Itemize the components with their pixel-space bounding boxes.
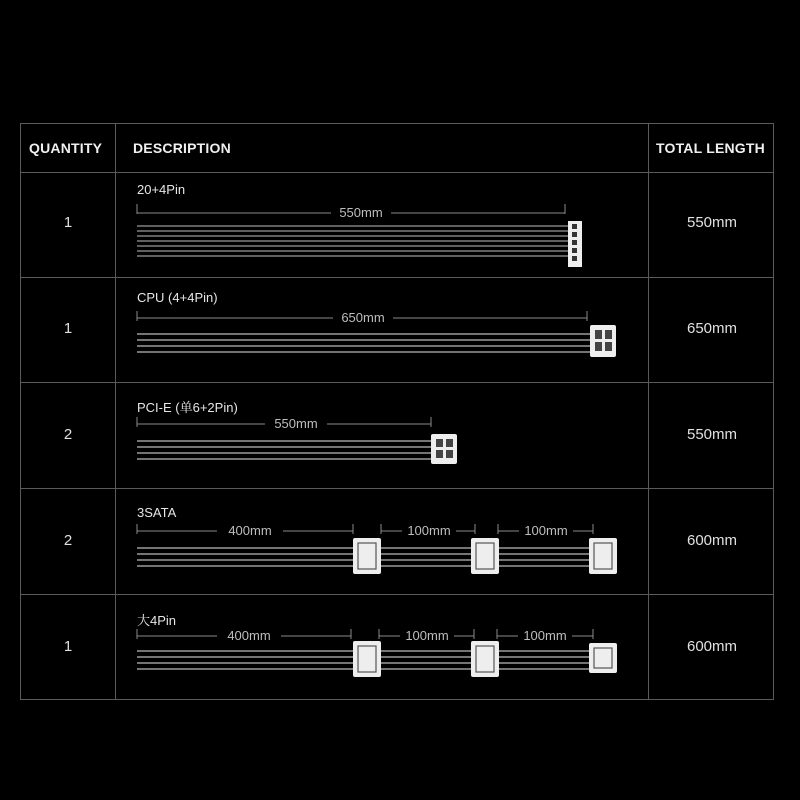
row-description: CPU (4+4Pin) [137, 290, 218, 305]
row-quantity: 2 [63, 426, 73, 443]
row-total-length: 600mm [686, 638, 738, 655]
row-description: 大4Pin [137, 613, 177, 628]
row-total-length: 650mm [686, 320, 738, 337]
row-quantity: 2 [63, 532, 73, 549]
row-divider [21, 277, 773, 278]
row-total-length: 550mm [686, 214, 738, 231]
row-divider [21, 488, 773, 489]
row-description: 20+4Pin [137, 182, 186, 197]
column-divider [648, 124, 649, 699]
dimension-label: 550mm [274, 416, 318, 431]
row-divider [21, 594, 773, 595]
row-description: PCI-E (单6+2Pin) [137, 400, 238, 415]
molex-cable-illustration [117, 629, 637, 689]
row-divider [21, 382, 773, 383]
dimension-label: 400mm [228, 523, 272, 538]
dimension-label: 550mm [339, 205, 383, 220]
dimension-label: 100mm [524, 523, 568, 538]
atx-24pin-cable-illustration [117, 204, 587, 274]
header-description: DESCRIPTION [133, 140, 231, 156]
dimension-label: 400mm [227, 628, 271, 643]
dimension-label: 650mm [341, 310, 385, 325]
dimension-label: 100mm [407, 523, 451, 538]
sata-cable-illustration [117, 524, 637, 586]
row-total-length: 550mm [686, 426, 738, 443]
row-quantity: 1 [63, 214, 73, 231]
row-quantity: 1 [63, 320, 73, 337]
dimension-label: 100mm [405, 628, 449, 643]
row-description: 3SATA [137, 505, 177, 520]
pcie-cable-illustration [117, 417, 517, 467]
cable-spec-table [20, 123, 774, 700]
header-total-length: TOTAL LENGTH [656, 140, 765, 156]
dimension-label: 100mm [523, 628, 567, 643]
header-quantity: QUANTITY [29, 140, 103, 156]
row-quantity: 1 [63, 638, 73, 655]
column-divider [115, 124, 116, 699]
cpu-cable-illustration [117, 311, 637, 361]
row-total-length: 600mm [686, 532, 738, 549]
row-divider [21, 172, 773, 173]
